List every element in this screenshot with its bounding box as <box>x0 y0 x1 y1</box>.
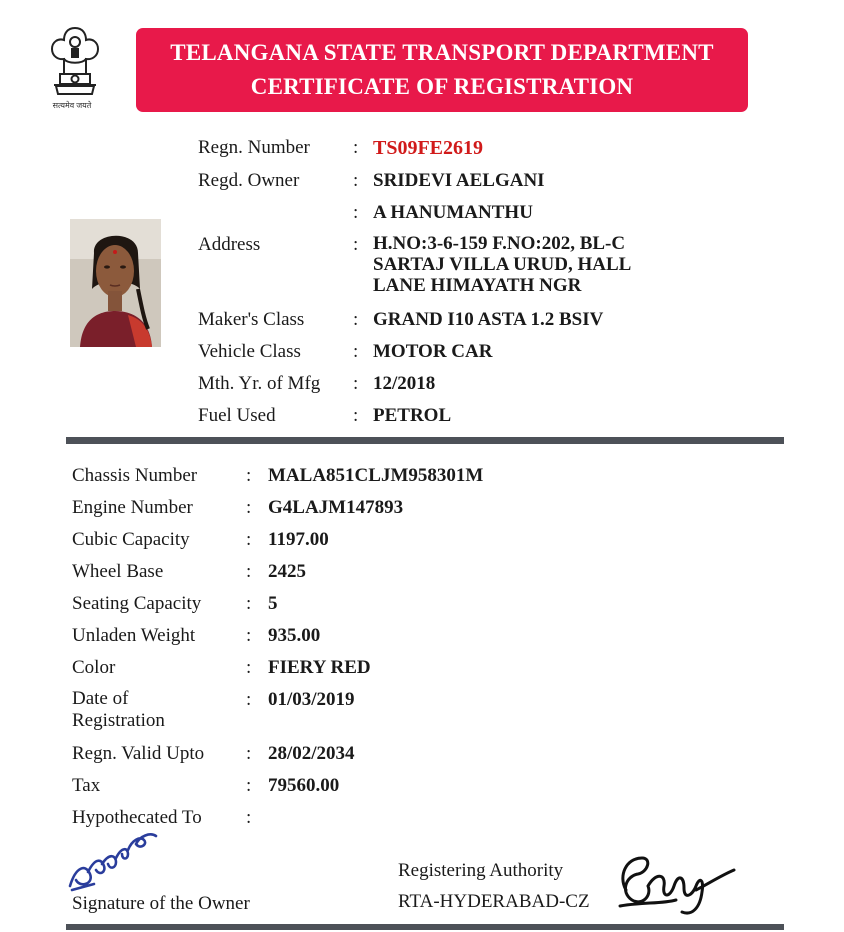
color-value: FIERY RED <box>268 657 371 678</box>
field-label-line-2: Registration <box>72 710 165 731</box>
unladen-weight-row <box>0 624 844 652</box>
bottom-divider <box>66 924 784 930</box>
field-label: Color <box>72 657 116 678</box>
field-label: Cubic Capacity <box>72 529 190 550</box>
address-line-1: H.NO:3-6-159 F.NO:202, BL-C <box>373 233 626 254</box>
valid-upto-value: 28/02/2034 <box>268 743 355 764</box>
colon: : <box>353 170 359 191</box>
color-row <box>0 656 844 684</box>
makers-class-value: GRAND I10 ASTA 1.2 BSIV <box>373 309 604 330</box>
regn-number-value: TS09FE2619 <box>373 137 484 159</box>
field-label: Wheel Base <box>72 561 164 582</box>
unladen-weight-value: 935.00 <box>268 625 321 646</box>
department-title: TELANGANA STATE TRANSPORT DEPARTMENT <box>170 40 714 65</box>
colon: : <box>246 657 252 678</box>
colon: : <box>353 137 359 158</box>
owner-name-value: SRIDEVI AELGANI <box>373 170 545 191</box>
field-label: Hypothecated To <box>72 807 202 828</box>
field-label: Fuel Used <box>198 405 276 426</box>
section-divider <box>66 437 784 444</box>
address-row <box>0 233 844 305</box>
seating-row <box>0 592 844 620</box>
field-label: Regn. Valid Upto <box>72 743 205 764</box>
header-banner <box>136 28 748 112</box>
engine-row <box>0 496 844 524</box>
fuel-row <box>0 404 844 432</box>
colon: : <box>246 593 252 614</box>
colon: : <box>246 689 252 710</box>
registration-date-value: 01/03/2019 <box>268 689 355 710</box>
colon: : <box>246 529 252 550</box>
certificate-title: CERTIFICATE OF REGISTRATION <box>250 74 634 99</box>
chassis-row <box>0 464 844 492</box>
field-label: Unladen Weight <box>72 625 196 646</box>
authority-signature <box>612 846 740 920</box>
field-label: Seating Capacity <box>72 593 202 614</box>
colon: : <box>353 405 359 426</box>
colon: : <box>246 807 252 828</box>
address-line-3: LANE HIMAYATH NGR <box>373 275 582 296</box>
field-label: Regd. Owner <box>198 170 300 191</box>
field-label: Tax <box>72 775 101 796</box>
regd-owner-row <box>0 169 844 197</box>
cubic-capacity-row <box>0 528 844 556</box>
tax-value: 79560.00 <box>268 775 340 796</box>
authority-label: Registering Authority <box>398 860 564 881</box>
vehicle-class-row <box>0 340 844 368</box>
fuel-value: PETROL <box>373 405 452 426</box>
address-line-2: SARTAJ VILLA URUD, HALL <box>373 254 632 275</box>
makers-class-row <box>0 308 844 336</box>
wheel-base-row <box>0 560 844 588</box>
registration-date-row <box>0 688 844 736</box>
authority-name: RTA-HYDERABAD-CZ <box>398 891 590 912</box>
emblem-motto: सत्यमेव जयते <box>52 101 92 110</box>
colon: : <box>353 309 359 330</box>
colon: : <box>353 202 359 223</box>
engine-value: G4LAJM147893 <box>268 497 404 518</box>
wheel-base-value: 2425 <box>268 561 306 582</box>
field-label: Maker's Class <box>198 309 305 330</box>
field-label: Mth. Yr. of Mfg <box>198 373 321 394</box>
colon: : <box>246 743 252 764</box>
seating-value: 5 <box>268 593 278 614</box>
colon: : <box>246 775 252 796</box>
mfg-value: 12/2018 <box>373 373 436 394</box>
colon: : <box>353 234 359 255</box>
cubic-capacity-value: 1197.00 <box>268 529 329 550</box>
colon: : <box>353 373 359 394</box>
colon: : <box>246 497 252 518</box>
valid-upto-row <box>0 742 844 770</box>
colon: : <box>246 465 252 486</box>
field-label: Regn. Number <box>198 137 310 158</box>
chassis-value: MALA851CLJM958301M <box>268 465 484 486</box>
tax-row <box>0 774 844 802</box>
colon: : <box>246 561 252 582</box>
field-label: Chassis Number <box>72 465 198 486</box>
mfg-row <box>0 372 844 400</box>
owner-signature-label: Signature of the Owner <box>72 893 250 914</box>
colon: : <box>246 625 252 646</box>
vehicle-class-value: MOTOR CAR <box>373 341 493 362</box>
regn-number-row <box>0 136 844 164</box>
colon: : <box>353 341 359 362</box>
field-label: Date of <box>72 688 129 709</box>
field-label: Address <box>198 234 261 255</box>
relation-name-value: A HANUMANTHU <box>373 202 533 223</box>
field-label: Vehicle Class <box>198 341 301 362</box>
owner-signature <box>66 826 166 896</box>
relation-row <box>0 201 844 229</box>
field-label: Engine Number <box>72 497 193 518</box>
